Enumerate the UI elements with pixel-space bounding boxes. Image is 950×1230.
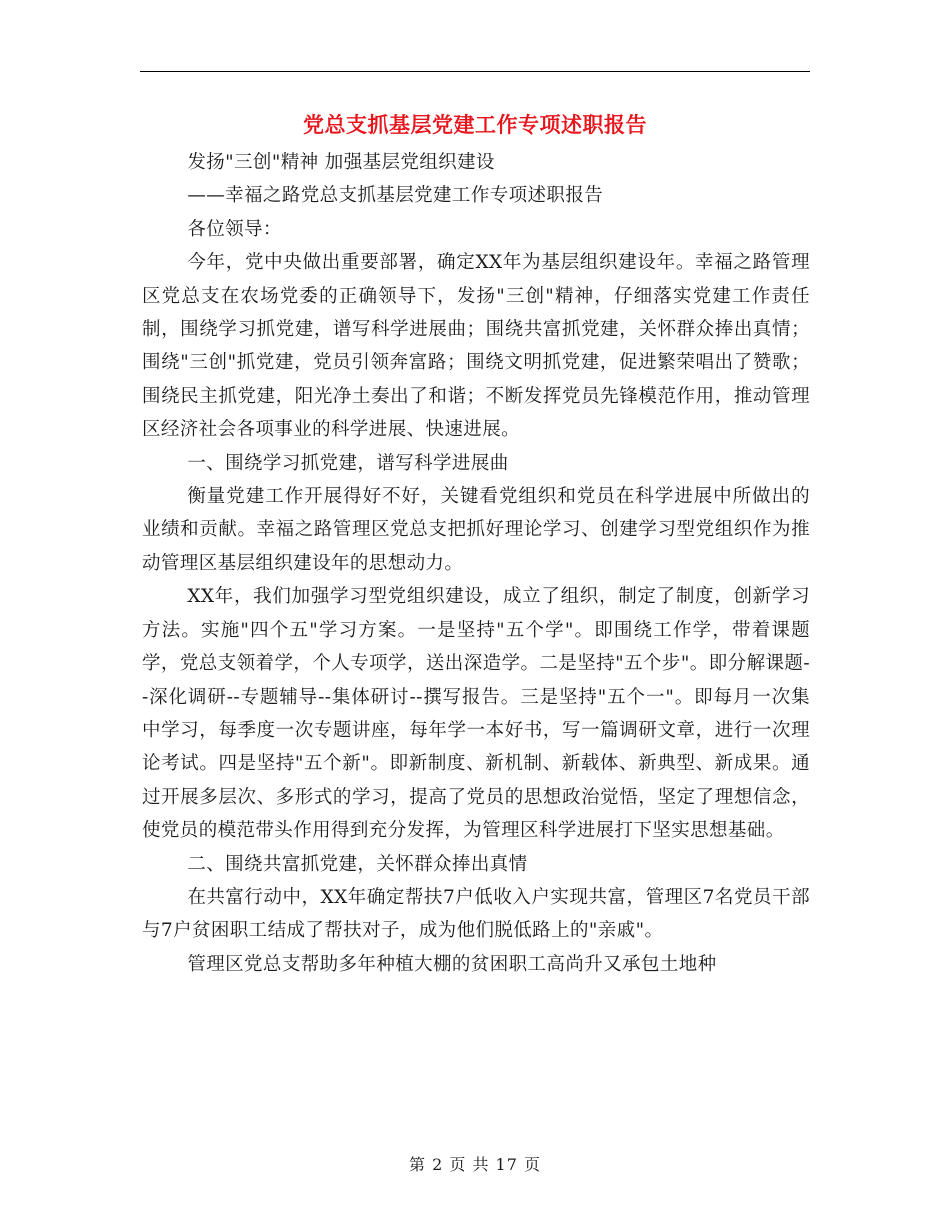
- section-heading: 一、围绕学习抓党建，谱写科学进展曲: [187, 452, 509, 474]
- subtitle-secondary: ——幸福之路党总支抓基层党建工作专项述职报告: [187, 185, 604, 207]
- document-body: [142, 146, 810, 981]
- paragraph: 在共富行动中，XX年确定帮扶7户低收入户实现共富，管理区7名党员干部与7户贫困职工结成了帮扶对子，成为他们脱低路上的"亲戚"。: [142, 886, 810, 942]
- header-rule: [140, 71, 810, 72]
- paragraph: 管理区党总支帮助多年种植大棚的贫困职工高尚升又承包土地种: [187, 953, 717, 975]
- document-title: 党总支抓基层党建工作专项述职报告: [303, 112, 647, 137]
- paragraph: XX年，我们加强学习型党组织建设，成立了组织，制定了制度，创新学习方法。实施"四个五"学习方案。一是坚持"五个学"。即围绕工作学，带着课题学，党总支领着学，个人专项学，送出深造学。二是坚持"五个步"。即分解课题--深化调研--专题辅导--集体研讨--撰写报告。三是坚持"五个一"。即每月一次集中学习，每季度一次专题讲座，每年学一本好书，写一篇调研文章，进行一次理论考试。四是坚持"五个新"。即新制度、新机制、新载体、新典型、新成果。通过开展多层次、多形式的学习，提高了党员的思想政治觉悟，坚定了理想信念，使党员的模范带头作用得到充分发挥，为管理区科学进展打下坚实思想基础。: [142, 586, 810, 842]
- salutation: 各位领导：: [187, 218, 282, 240]
- subtitle: 发扬"三创"精神 加强基层党组织建设: [187, 152, 495, 173]
- section-heading: 二、围绕共富抓党建，关怀群众捧出真情: [187, 853, 528, 875]
- paragraph: 衡量党建工作开展得好不好，关键看党组织和党员在科学进展中所做出的业绩和贡献。幸福之路管理区党总支把抓好理论学习、创建学习型党组织作为推动管理区基层组织建设年的思想动力。: [142, 486, 810, 574]
- paragraph: 今年，党中央做出重要部署，确定XX年为基层组织建设年。幸福之路管理区党总支在农场党委的正确领导下，发扬"三创"精神，仔细落实党建工作责任制，围绕学习抓党建，谱写科学进展曲；围绕共富抓党建，关怀群众捧出真情；围绕"三创"抓党建，党员引领奔富路；围绕文明抓党建，促进繁荣唱出了赞歌；围绕民主抓党建，阳光净土奏出了和谐；不断发挥党员先锋模范作用，推动管理区经济社会各项事业的科学进展、快速进展。: [142, 252, 810, 441]
- page-number: 第 2 页 共 17 页: [409, 1155, 541, 1174]
